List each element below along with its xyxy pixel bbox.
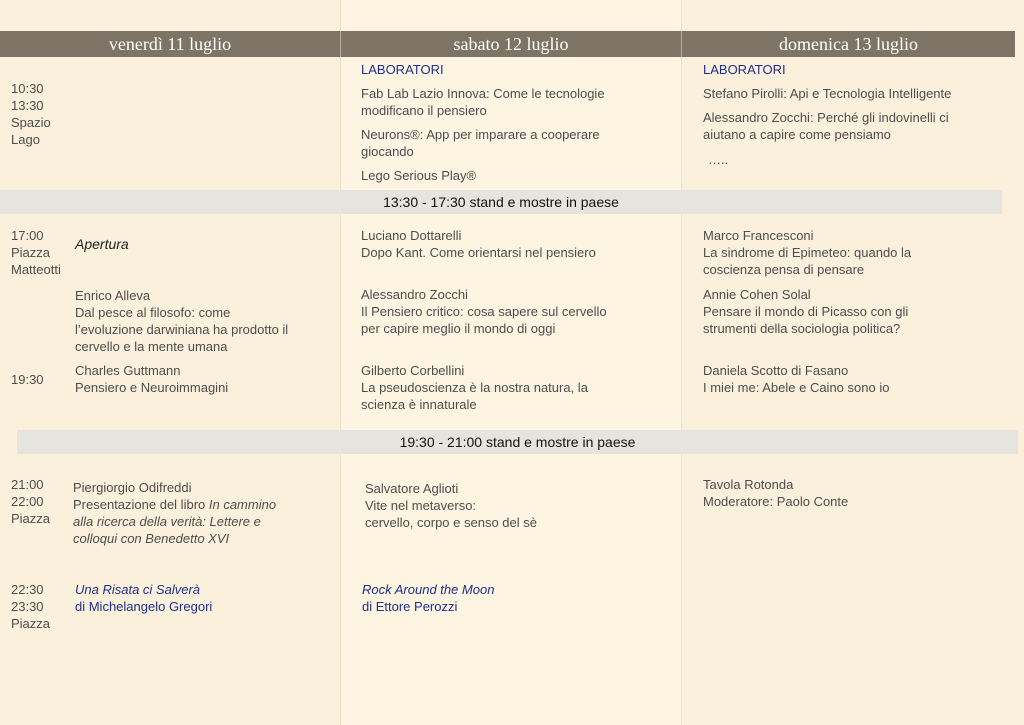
venue-label: Piazza: [11, 616, 51, 631]
band-evening-stands: 19:30 - 21:00 stand e mostre in paese: [17, 430, 1018, 454]
talk-title: Il Pensiero critico: cosa sapere sul cervello: [361, 304, 607, 319]
talk-title: per capire meglio il mondo di oggi: [361, 321, 556, 336]
time-label: 22:30: [11, 582, 44, 597]
talk-title: cervello e la mente umana: [75, 339, 228, 354]
workshop-item: Fab Lab Lazio Innova: Come le tecnologie: [361, 86, 605, 101]
speaker-name: Annie Cohen Solal: [703, 287, 811, 302]
workshop-item: Neurons®: App per imparare a cooperare: [361, 127, 600, 142]
event-title: Tavola Rotonda: [703, 477, 794, 492]
talk-title: La pseudoscienza è la nostra natura, la: [361, 380, 588, 395]
column-divider: [340, 0, 341, 725]
column-divider: [681, 0, 682, 725]
time-label: 17:00: [11, 228, 44, 243]
talk-title: Dopo Kant. Come orientarsi nel pensiero: [361, 245, 596, 260]
speaker-name: Gilberto Corbellini: [361, 363, 465, 378]
section-heading-laboratori: LABORATORI: [361, 62, 444, 77]
talk-title: I miei me: Abele e Caino sono io: [703, 380, 890, 395]
talk-title: Pensare il mondo di Picasso con gli: [703, 304, 909, 319]
talk-title: [73, 496, 276, 513]
day-header-sunday: domenica 13 luglio: [779, 34, 918, 54]
talk-title: coscienza pensa di pensare: [703, 262, 865, 277]
book-title: alla ricerca della verità: Lettere e: [73, 514, 261, 529]
talk-title: Pensiero e Neuroimmagini: [75, 380, 229, 395]
workshop-item: modificano il pensiero: [361, 103, 487, 118]
talk-title: strumenti della sociologia politica?: [703, 321, 901, 336]
speaker-name: Charles Guttmann: [75, 363, 181, 378]
speaker-name: Luciano Dottarelli: [361, 228, 462, 243]
workshop-item: aiutano a capire come pensiamo: [703, 127, 891, 142]
talk-title-prefix: Presentazione del libro: [73, 497, 209, 512]
venue-label: Spazio: [11, 115, 51, 130]
workshop-item: Lego Serious Play®: [361, 168, 477, 183]
day-header-friday: venerdì 11 luglio: [108, 34, 232, 54]
time-label: 13:30: [11, 98, 44, 113]
venue-label: Piazza: [11, 245, 51, 260]
book-title: colloqui con Benedetto XVI: [73, 531, 230, 546]
opening-label: Apertura: [75, 236, 129, 252]
workshop-item: …..: [708, 152, 729, 167]
time-label: 21:00: [11, 477, 44, 492]
speaker-name: Daniela Scotto di Fasano: [703, 363, 849, 378]
band-afternoon-stands: 13:30 - 17:30 stand e mostre in paese: [0, 190, 1002, 214]
talk-title: scienza è innaturale: [361, 397, 477, 412]
show-title: Una Risata ci Salverà: [75, 582, 200, 597]
speaker-name: Marco Francesconi: [703, 228, 814, 243]
workshop-item: Alessandro Zocchi: Perché gli indovinelli ci: [703, 110, 949, 125]
speaker-name: Alessandro Zocchi: [361, 287, 468, 302]
show-title: Rock Around the Moon: [362, 582, 495, 597]
time-label: 22:00: [11, 494, 44, 509]
talk-title: l’evoluzione darwiniana ha prodotto il: [75, 322, 289, 337]
talk-title: cervello, corpo e senso del sè: [365, 515, 537, 530]
speaker-name: Piergiorgio Odifreddi: [73, 480, 192, 495]
talk-title: Dal pesce al filosofo: come: [75, 305, 231, 320]
workshop-item: Stefano Pirolli: Api e Tecnologia Intelligente: [703, 86, 952, 101]
talk-title: Vite nel metaverso:: [365, 498, 477, 513]
moderator: Moderatore: Paolo Conte: [703, 494, 849, 509]
speaker-name: Enrico Alleva: [75, 288, 151, 303]
show-author: di Ettore Perozzi: [362, 599, 458, 614]
venue-label: Matteotti: [11, 262, 61, 277]
time-label: 10:30: [11, 81, 44, 96]
talk-title: La sindrome di Epimeteo: quando la: [703, 245, 912, 260]
workshop-item: giocando: [361, 144, 414, 159]
time-label: 23:30: [11, 599, 44, 614]
show-author: di Michelangelo Gregori: [75, 599, 213, 614]
venue-label: Piazza: [11, 511, 51, 526]
section-heading-laboratori: LABORATORI: [703, 62, 786, 77]
speaker-name: Salvatore Aglioti: [365, 481, 459, 496]
day-header-saturday: sabato 12 luglio: [453, 34, 569, 54]
day-header-bar: [0, 31, 1015, 57]
venue-label: Lago: [11, 132, 40, 147]
time-label: 19:30: [11, 372, 44, 387]
book-title: In cammino: [208, 497, 277, 512]
